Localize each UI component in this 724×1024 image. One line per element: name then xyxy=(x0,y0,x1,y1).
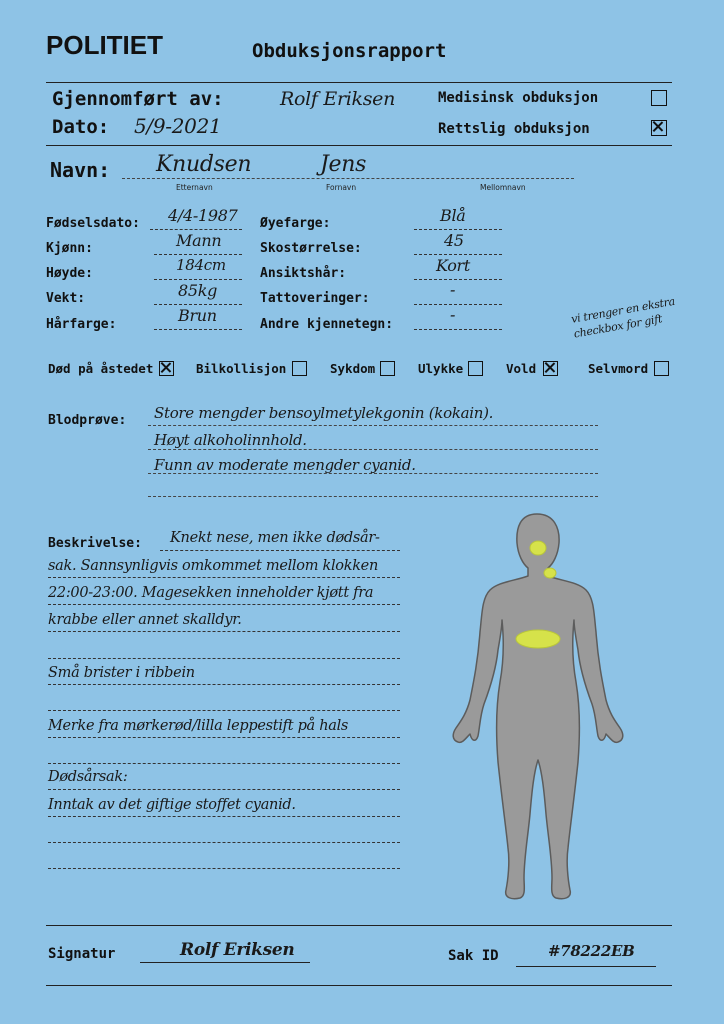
description-label: Beskrivelse: xyxy=(48,536,142,551)
tattoos-line xyxy=(414,304,502,305)
cause-of-death-label: Dødsårsak: xyxy=(48,769,128,785)
car-collision-label: Bilkollisjon xyxy=(196,361,287,376)
desc-rule-2 xyxy=(48,577,400,578)
facial-hair-value: Kort xyxy=(436,256,471,275)
other-marks-line xyxy=(414,329,502,330)
blood-line-2: Høyt alkoholinnhold. xyxy=(154,431,307,449)
violence-label: Vold xyxy=(506,361,537,376)
meta-bottom-rule xyxy=(46,145,672,146)
hair-color-line xyxy=(154,329,242,330)
description-line-4: krabbe eller annet skalldyr. xyxy=(48,612,242,628)
other-marks-label: Andre kjennetegn: xyxy=(260,317,394,332)
description-neck: Merke fra mørkerød/lilla leppestift på hals xyxy=(48,718,349,734)
height-value: 184cm xyxy=(176,256,226,274)
description-line-2: sak. Sannsynligvis omkommet mellom klokken xyxy=(48,558,379,574)
body-diagram xyxy=(440,510,640,905)
gender-line xyxy=(154,254,242,255)
died-at-scene-label: Død på åstedet xyxy=(48,361,154,376)
desc-rule-10 xyxy=(48,789,400,790)
org-title: POLITIET xyxy=(46,30,163,60)
birth-date-label: Fødselsdato: xyxy=(46,216,140,231)
blood-test-label: Blodprøve: xyxy=(48,413,127,428)
name-line xyxy=(122,178,574,179)
blood-rule-3 xyxy=(148,473,598,474)
eye-color-value: Blå xyxy=(440,206,466,225)
suicide-label: Selvmord xyxy=(588,361,649,376)
stomach-mark xyxy=(516,630,560,648)
performed-by-label: Gjennomført av: xyxy=(52,88,224,110)
desc-rule-1 xyxy=(160,550,400,551)
body-figure xyxy=(453,514,623,899)
first-name-caption: Fornavn xyxy=(326,183,357,192)
footer-top-rule xyxy=(46,925,672,926)
neck-mark xyxy=(544,568,556,578)
legal-autopsy-label: Rettslig obduksjon xyxy=(438,121,590,137)
date-value: 5/9-2021 xyxy=(134,114,222,138)
shoe-size-label: Skostørrelse: xyxy=(260,241,362,256)
description-line-3: 22:00-23:00. Magesekken inneholder kjøtt fra xyxy=(48,585,374,601)
signature-label: Signatur xyxy=(48,946,116,962)
died-at-scene-checkbox[interactable] xyxy=(159,361,174,376)
desc-rule-8 xyxy=(48,737,400,738)
desc-rule-5 xyxy=(48,658,400,659)
case-id-value[interactable]: #78222EB xyxy=(548,942,635,960)
desc-rule-13 xyxy=(48,868,400,869)
description-ribs: Små brister i ribbein xyxy=(48,665,195,681)
cause-of-death-value: Inntak av det giftige stoffet cyanid. xyxy=(48,797,296,813)
facial-hair-label: Ansiktshår: xyxy=(260,266,347,281)
medical-autopsy-label: Medisinsk obduksjon xyxy=(438,90,599,106)
signature-value[interactable]: Rolf Eriksen xyxy=(180,940,295,960)
blood-line-3: Funn av moderate mengder cyanid. xyxy=(154,456,416,474)
accident-checkbox[interactable] xyxy=(468,361,483,376)
legal-autopsy-checkbox[interactable] xyxy=(651,120,667,136)
name-label: Navn: xyxy=(50,158,111,182)
description-line-1: Knekt nese, men ikke dødsår- xyxy=(170,530,380,546)
nose-injury-mark xyxy=(530,541,546,555)
height-line xyxy=(154,279,242,280)
date-label: Dato: xyxy=(52,116,110,138)
violence-checkbox[interactable] xyxy=(543,361,558,376)
desc-rule-11 xyxy=(48,816,400,817)
desc-rule-9 xyxy=(48,763,400,764)
accident-label: Ulykke xyxy=(418,361,464,376)
signature-line xyxy=(140,962,310,963)
desc-rule-7 xyxy=(48,710,400,711)
case-id-line xyxy=(516,966,656,967)
blood-rule-1 xyxy=(148,425,598,426)
weight-value: 85kg xyxy=(178,281,218,300)
weight-label: Vekt: xyxy=(46,291,86,306)
performed-by-value: Rolf Eriksen xyxy=(280,88,396,110)
blood-rule-2 xyxy=(148,449,598,450)
hair-color-value: Brun xyxy=(178,306,217,325)
facial-hair-line xyxy=(414,279,502,280)
illness-label: Sykdom xyxy=(330,361,376,376)
hair-color-label: Hårfarge: xyxy=(46,317,117,332)
case-id-label: Sak ID xyxy=(448,948,499,964)
blood-rule-4 xyxy=(148,496,598,497)
illness-checkbox[interactable] xyxy=(380,361,395,376)
last-name-value: Knudsen xyxy=(156,152,252,177)
shoe-size-value: 45 xyxy=(444,231,464,250)
birth-date-value: 4/4-1987 xyxy=(168,206,238,225)
car-collision-checkbox[interactable] xyxy=(292,361,307,376)
desc-rule-12 xyxy=(48,842,400,843)
shoe-size-line xyxy=(414,254,502,255)
tattoos-label: Tattoveringer: xyxy=(260,291,370,306)
weight-line xyxy=(154,304,242,305)
medical-autopsy-checkbox[interactable] xyxy=(651,90,667,106)
footer-bottom-rule xyxy=(46,985,672,986)
form-title: Obduksjonsrapport xyxy=(252,40,447,62)
handwritten-note: vi trenger en ekstra checkbox for gift xyxy=(570,294,676,341)
other-marks-value: - xyxy=(450,305,456,324)
height-label: Høyde: xyxy=(46,266,93,281)
blood-line-1: Store mengder bensoylmetylekgonin (kokain). xyxy=(154,404,494,422)
tattoos-value: - xyxy=(450,280,456,299)
last-name-caption: Etternavn xyxy=(176,183,213,192)
middle-name-caption: Mellomnavn xyxy=(480,183,526,192)
desc-rule-3 xyxy=(48,604,400,605)
eye-color-label: Øyefarge: xyxy=(260,216,331,231)
desc-rule-6 xyxy=(48,684,400,685)
birth-date-line xyxy=(150,229,242,230)
first-name-value: Jens xyxy=(320,152,367,177)
gender-value: Mann xyxy=(176,231,222,250)
eye-color-line xyxy=(414,229,502,230)
suicide-checkbox[interactable] xyxy=(654,361,669,376)
header-top-rule xyxy=(46,82,672,83)
desc-rule-4 xyxy=(48,631,400,632)
gender-label: Kjønn: xyxy=(46,241,93,256)
